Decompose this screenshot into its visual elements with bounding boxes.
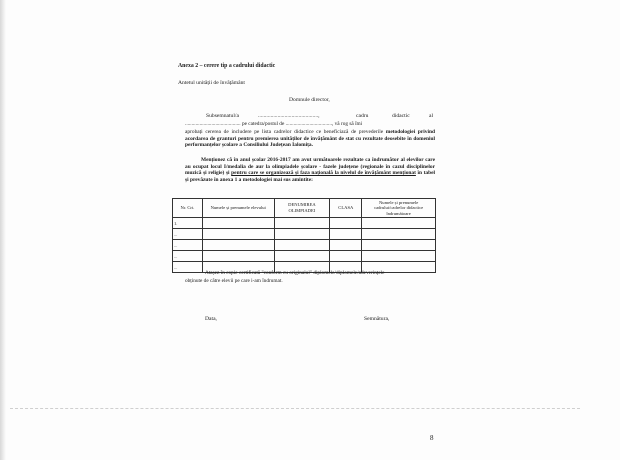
scan-fold-line: [10, 408, 580, 409]
line1-didactic: didactic: [392, 113, 410, 119]
paragraph2-bold1: Menționez că în anul școlar 2016-2017 am avut următoarele rezultate ca îndrumător al elevilor care au ocupat locul I/medalia de aur la olimpiadele școlare - fazele județene (regionale în cazul disciplinelor muzică și religie) și: [185, 157, 435, 177]
table-cell: [274, 251, 330, 262]
table-cell: ...: [173, 240, 203, 251]
page-number: 8: [430, 434, 434, 442]
paragraph1-bold: metodologiei privind acordarea de granturi pentru premierea unităților de învățământ de stat cu rezultate deosebite în domeniul performanțelor școlare a Consiliului Județean Ialomița.: [185, 129, 435, 149]
table-cell: [362, 218, 436, 229]
header-olympiad: DENUMIREA OLIMPIADEI: [274, 199, 330, 218]
paragraph2-underlined: pentru care se organizează și faza națională la nivelul de învățământ menționat: [231, 170, 416, 177]
header-class: CLASA: [330, 199, 362, 218]
table-row: [173, 251, 436, 262]
table-cell: [362, 240, 436, 251]
table-row: [173, 240, 436, 251]
scan-edge-shadow: [0, 0, 6, 460]
paragraph-results: [185, 157, 435, 183]
attach-line2: obținute de către elevii pe care i-am îndrumat.: [185, 278, 283, 284]
header-teacher: Numele și prenumele cadrului/cadrelor didactice îndrumătoare: [362, 199, 436, 218]
table-cell: 1.: [173, 218, 203, 229]
table-cell: [202, 229, 274, 240]
table-cell: [362, 251, 436, 262]
table-cell: [330, 240, 362, 251]
table-cell: ...: [173, 251, 203, 262]
line1-al: al: [429, 113, 434, 119]
table-cell: [202, 218, 274, 229]
table-cell: [202, 251, 274, 262]
header-nr: Nr. Crt.: [173, 199, 203, 218]
line1-middle: cadru: [356, 113, 369, 119]
date-label: Data,: [205, 316, 217, 322]
annex-heading: Anexa 2 – cerere tip a cadrului didactic: [178, 63, 276, 69]
table-cell: [330, 218, 362, 229]
table-cell: ...: [173, 262, 203, 273]
table-cell: [274, 218, 330, 229]
paragraph-request: [185, 129, 435, 149]
table-row: [173, 229, 436, 240]
table-row: [173, 218, 436, 229]
line1-dots: ...........................................,: [258, 113, 320, 119]
signature-label: Semnătura,: [364, 316, 390, 322]
table-header-row: [173, 199, 436, 218]
school-header: Antetul unității de învățământ: [178, 80, 245, 86]
paragraph1-text: aprobați cererea de includere pe lista cadrelor didactice ce beneficiază de prevederile: [185, 129, 386, 135]
line2: .......................................... pe catedra/postul de ..................................., vă rog să îmi: [185, 121, 363, 127]
table-cell: [274, 240, 330, 251]
table-cell: [362, 229, 436, 240]
table-cell: [202, 240, 274, 251]
salutation: Domnule director,: [289, 97, 330, 103]
line1-start: Subsemnatul/a: [206, 113, 239, 119]
header-student-name: Numele și prenumele elevului: [202, 199, 274, 218]
table-cell: ...: [173, 229, 203, 240]
results-table: [172, 198, 436, 273]
paragraph2-bold2: în tabel și prevăzute în anexa 1 a metodologiei mai sus amintite:: [185, 170, 435, 183]
table-cell: [274, 229, 330, 240]
table-cell: [330, 251, 362, 262]
attach-line1: Atașez în copie certificată "conform cu originalul" diplomele/diplomele/adeverințele: [205, 270, 385, 276]
table-cell: [330, 229, 362, 240]
